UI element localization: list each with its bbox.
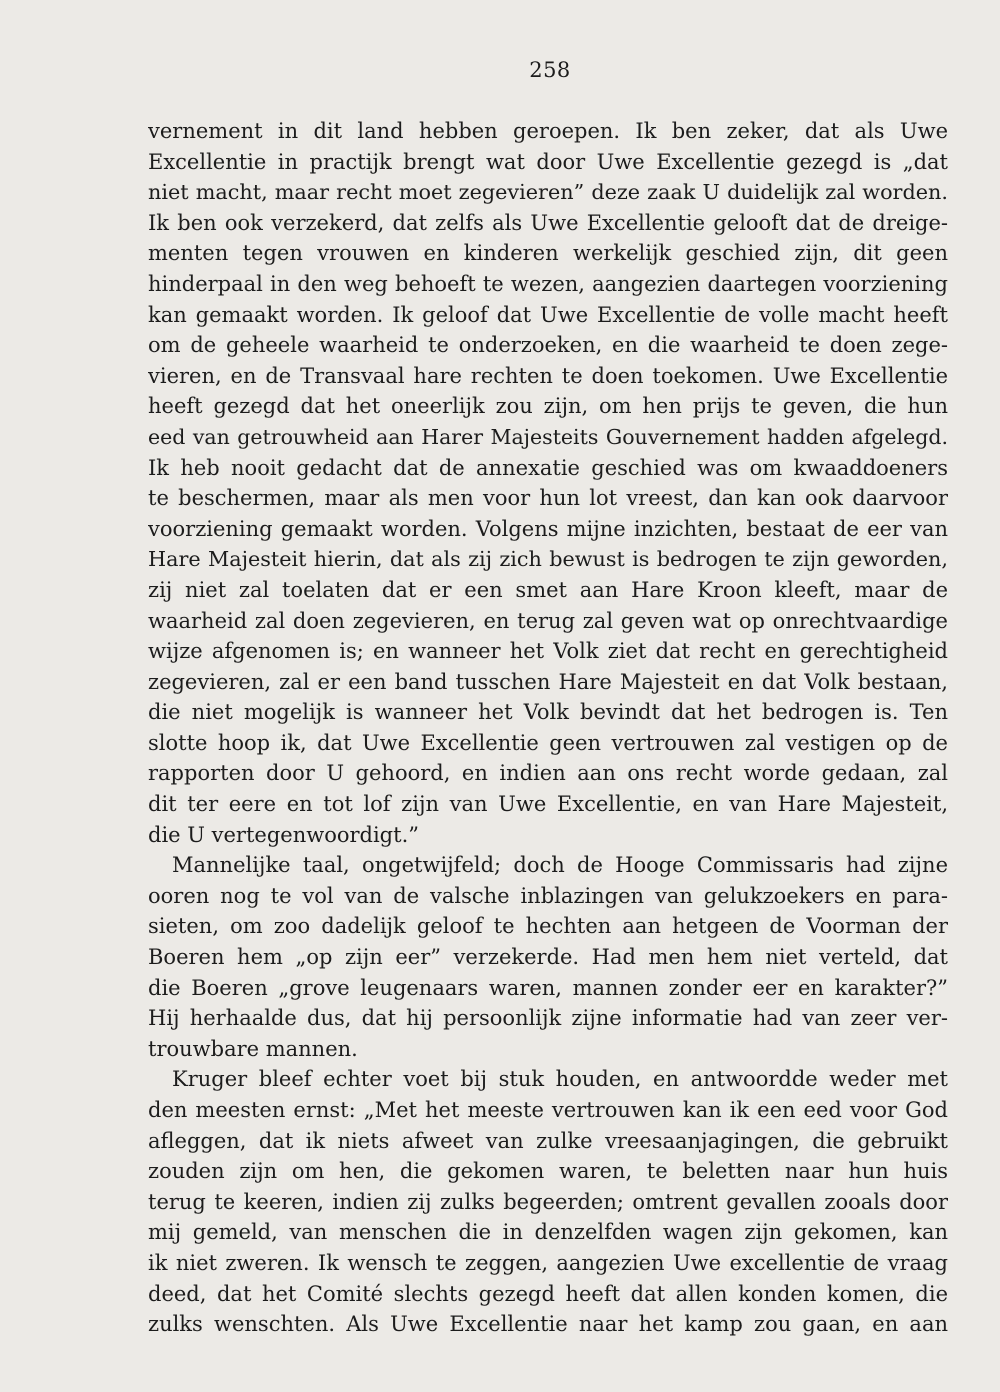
- text-line: die niet mogelijk is wanneer het Volk bevindt dat het bedrogen is. Ten: [148, 700, 948, 725]
- text-line: dit ter eere en tot lof zijn van Uwe Excellentie, en van Hare Majesteit,: [148, 792, 948, 817]
- text-line: hinderpaal in den weg behoeft te wezen, aangezien daartegen voorziening: [148, 271, 948, 296]
- text-line: niet macht, maar recht moet zegevieren” deze zaak U duidelijk zal worden.: [148, 180, 948, 205]
- text-line: voorziening gemaakt worden. Volgens mijne inzichten, bestaat de eer van: [148, 516, 948, 541]
- text-line: wijze afgenomen is; en wanneer het Volk ziet dat recht en gerechtigheid: [148, 639, 948, 664]
- text-line: om de geheele waarheid te onderzoeken, en die waarheid te doen zege-: [148, 333, 948, 358]
- text-line: Kruger bleef echter voet bij stuk houden, en antwoordde weder met: [172, 1067, 948, 1092]
- text-line: die Boeren „grove leugenaars waren, mannen zonder eer en karakter?”: [148, 975, 948, 1000]
- text-line: Ik heb nooit gedacht dat de annexatie geschied was om kwaaddoeners: [148, 455, 948, 480]
- text-line: eed van getrouwheid aan Harer Majesteits Gouvernement hadden afgelegd.: [148, 424, 948, 449]
- text-line: Boeren hem „op zijn eer” verzekerde. Had men hem niet verteld, dat: [148, 945, 948, 970]
- text-line: waarheid zal doen zegevieren, en terug zal geven wat op onrechtvaardige: [148, 608, 948, 633]
- text-line: heeft gezegd dat het oneerlijk zou zijn, om hen prijs te geven, die hun: [148, 394, 948, 419]
- text-line: afleggen, dat ik niets afweet van zulke vreesaanjagingen, die gebruikt: [148, 1128, 948, 1153]
- text-line: rapporten door U gehoord, en indien aan ons recht worde gedaan, zal: [148, 761, 948, 786]
- text-line: die U vertegenwoordigt.”: [148, 822, 419, 847]
- text-line: menten tegen vrouwen en kinderen werkelijk geschied zijn, dit geen: [148, 241, 948, 266]
- text-line: Hare Majesteit hierin, dat als zij zich bewust is bedrogen te zijn geworden,: [148, 547, 948, 572]
- text-line: Hij herhaalde dus, dat hij persoonlijk zijne informatie had van zeer ver-: [148, 1006, 948, 1031]
- text-line: Mannelijke taal, ongetwijfeld; doch de Hooge Commissaris had zijne: [172, 853, 948, 878]
- text-line: den meesten ernst: „Met het meeste vertrouwen kan ik een eed voor God: [148, 1098, 948, 1122]
- text-line: zulks wenschten. Als Uwe Excellentie naar het kamp zou gaan, en aan: [148, 1312, 948, 1337]
- text-line: ooren nog te vol van de valsche inblazingen van gelukzoekers en para-: [148, 883, 948, 908]
- text-line: zouden zijn om hen, die gekomen waren, te beletten naar hun huis: [148, 1159, 948, 1184]
- text-line: terug te keeren, indien zij zulks begeerden; omtrent gevallen zooals door: [148, 1189, 948, 1214]
- text-line: kan gemaakt worden. Ik geloof dat Uwe Excellentie de volle macht heeft: [148, 302, 948, 327]
- text-line: zij niet zal toelaten dat er een smet aan Hare Kroon kleeft, maar de: [148, 577, 948, 602]
- text-line: Ik ben ook verzekerd, dat zelfs als Uwe Excellentie gelooft dat de dreige-: [148, 210, 948, 235]
- text-line: deed, dat het Comité slechts gezegd heeft dat allen konden komen, die: [148, 1281, 948, 1306]
- text-line: ik niet zweren. Ik wensch te zeggen, aangezien Uwe excellentie de vraag: [148, 1250, 948, 1275]
- text-line: slotte hoop ik, dat Uwe Excellentie geen vertrouwen zal vestigen op de: [148, 730, 948, 755]
- text-line: sieten, om zoo dadelijk geloof te hechten aan hetgeen de Voorman der: [148, 914, 948, 939]
- text-line: te beschermen, maar als men voor hun lot vreest, dan kan ook daarvoor: [148, 486, 948, 511]
- page-number: 258: [529, 58, 571, 82]
- body-text: [148, 116, 948, 1340]
- text-line: vieren, en de Transvaal hare rechten te doen toekomen. Uwe Excellentie: [148, 363, 948, 388]
- text-line: Excellentie in practijk brengt wat door Uwe Excellentie gezegd is „dat: [148, 149, 948, 174]
- text-line: vernement in dit land hebben geroepen. Ik ben zeker, dat als Uwe: [148, 119, 948, 143]
- text-line: zegevieren, zal er een band tusschen Hare Majesteit en dat Volk bestaan,: [148, 669, 948, 694]
- text-line: trouwbare mannen.: [148, 1036, 358, 1061]
- text-line: mij gemeld, van menschen die in denzelfden wagen zijn gekomen, kan: [148, 1220, 948, 1245]
